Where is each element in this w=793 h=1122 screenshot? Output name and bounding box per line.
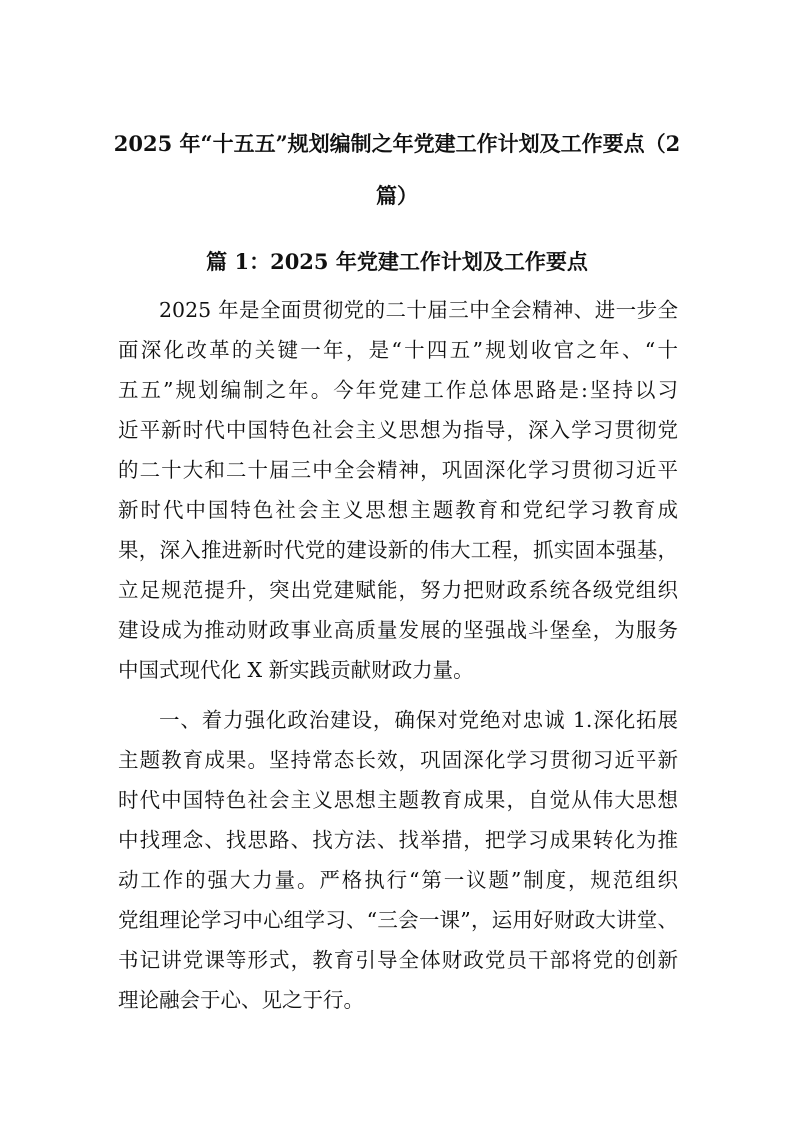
paragraph-2-line: 党组理论学习中心组学习、“三会一课”，运用好财政大讲堂、 — [118, 908, 678, 932]
paragraph-2-line: 中找理念、找思路、找方法、找举措，把学习成果转化为推 — [118, 828, 678, 852]
paragraph-2-line: 时代中国特色社会主义思想主题教育成果，自觉从伟大思想 — [118, 788, 678, 812]
paragraph-1-line: 中国式现代化 X 新实践贡献财政力量。 — [118, 658, 474, 682]
paragraph-2-line: 理论融会于心、见之于行。 — [118, 988, 364, 1012]
paragraph-2-line: 动工作的强大力量。严格执行“第一议题”制度，规范组织 — [118, 868, 678, 892]
document-title-line-1: 2025 年“十五五”规划编制之年党建工作计划及工作要点（2 — [113, 131, 681, 156]
document-title-line-2: 篇） — [376, 183, 418, 208]
paragraph-2-line: 书记讲党课等形式，教育引导全体财政党员干部将党的创新 — [118, 948, 678, 972]
paragraph-1-line: 面深化改革的关键一年，是“十四五”规划收官之年、“十 — [118, 338, 678, 362]
paragraph-1-line: 建设成为推动财政事业高质量发展的坚强战斗堡垒，为服务 — [118, 618, 678, 642]
section-heading: 篇 1：2025 年党建工作计划及工作要点 — [206, 249, 588, 274]
paragraph-1-line: 立足规范提升，突出党建赋能，努力把财政系统各级党组织 — [118, 578, 678, 602]
paragraph-1-line: 近平新时代中国特色社会主义思想为指导，深入学习贯彻党 — [118, 418, 678, 442]
paragraph-2-line: 一、着力强化政治建设，确保对党绝对忠诚 1.深化拓展 — [159, 708, 678, 732]
paragraph-1-line: 果，深入推进新时代党的建设新的伟大工程，抓实固本强基， — [118, 538, 678, 562]
paragraph-1-line: 五五”规划编制之年。今年党建工作总体思路是:坚持以习 — [118, 378, 678, 402]
paragraph-1-line: 2025 年是全面贯彻党的二十届三中全会精神、进一步全 — [159, 298, 678, 322]
paragraph-1-line: 的二十大和二十届三中全会精神，巩固深化学习贯彻习近平 — [118, 458, 678, 482]
paragraph-1-line: 新时代中国特色社会主义思想主题教育和党纪学习教育成 — [118, 498, 678, 522]
paragraph-2-line: 主题教育成果。坚持常态长效，巩固深化学习贯彻习近平新 — [118, 748, 678, 772]
